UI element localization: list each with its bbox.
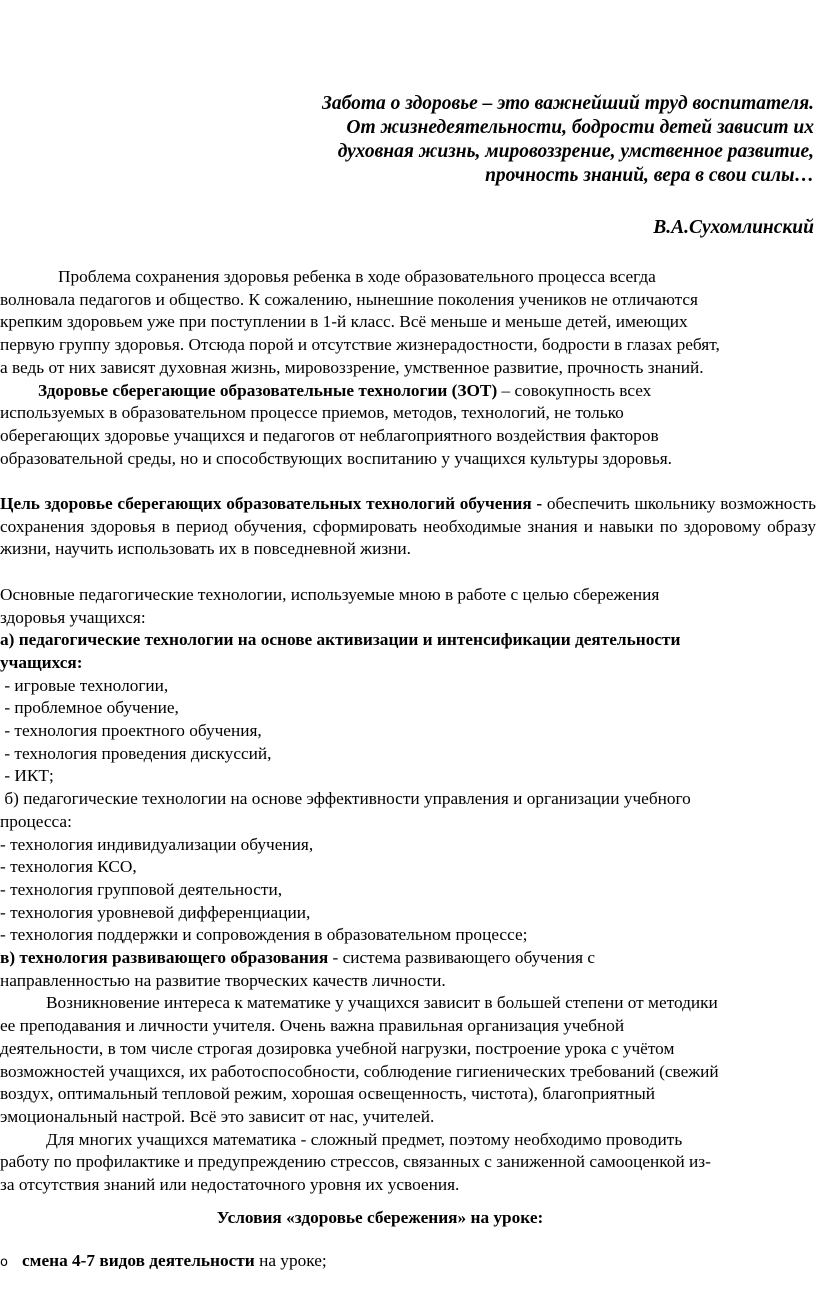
epigraph-author: В.А.Сухомлинский [653, 217, 814, 238]
stress-line: Для многих учащихся математика - сложный предмет, поэтому необходимо проводить [46, 1129, 683, 1149]
list-item: - технология проектного обучения, [0, 721, 262, 741]
zot-line: оберегающих здоровье учащихся и педагогов от неблагоприятного воздействия факторов [0, 425, 659, 445]
zot-line: образовательной среды, но и способствующих воспитанию у учащихся культуры здоровья. [0, 448, 672, 468]
zot-definition-start: – совокупность всех [497, 380, 652, 400]
list-item: - проблемное обучение, [0, 698, 179, 718]
zot-line: используемых в образовательном процессе приемов, методов, технологий, не только [0, 403, 624, 423]
tech-b-title: процесса: [0, 811, 72, 831]
stress-line: работу по профилактике и предупреждению стрессов, связанных с заниженной самооценкой из- [0, 1152, 711, 1172]
list-item: - технология проведения дискуссий, [0, 743, 272, 763]
tech-intro-line: Основные педагогические технологии, используемые мною в работе с целью сбережения [0, 584, 660, 604]
tech-b-title: б) педагогические технологии на основе эффективности управления и организации учебного [0, 789, 691, 809]
bullet-circle-icon: o [0, 1255, 8, 1270]
math-line: Возникновение интереса к математике у учащихся зависит в большей степени от методики [46, 993, 718, 1013]
epigraph-line: духовная жизнь, мировоззрение, умственное развитие, [337, 141, 814, 162]
intro-line: первую группу здоровья. Отсюда порой и отсутствие жизнерадостности, бодрости в глазах ребят, [0, 335, 720, 355]
goal-paragraph [0, 493, 816, 561]
conditions-item-rest: на уроке; [254, 1251, 327, 1270]
goal-term: Цель здоровье сберегающих образовательных технологий обучения - [0, 494, 543, 514]
tech-c-title: в) технология развивающего образования [0, 948, 329, 968]
conditions-title: Условия «здоровье сбережения» на уроке: [216, 1208, 544, 1227]
intro-line: волновала педагогов и общество. К сожалению, нынешние поколения учеников не отличаются [0, 289, 699, 309]
math-line: ее преподавания и личности учителя. Очень важна правильная организация учебной [0, 1016, 625, 1036]
tech-a-title: учащихся: [0, 652, 83, 672]
epigraph-line: прочность знаний, вера в свои силы… [485, 165, 814, 186]
epigraph-line: От жизнедеятельности, бодрости детей зависит их [346, 117, 814, 138]
list-item: - технология КСО, [0, 857, 137, 877]
intro-line: крепким здоровьем уже при поступлении в 1-й класс. Всё меньше и меньше детей, имеющих [0, 312, 688, 332]
zot-paragraph-first [0, 380, 816, 403]
intro-line: Проблема сохранения здоровья ребенка в ходе образовательного процесса всегда [58, 267, 656, 286]
zot-term: Здоровье сберегающие образовательные технологии (ЗОТ) [38, 380, 498, 400]
list-item: - игровые технологии, [0, 675, 169, 695]
math-line: воздух, оптимальный тепловой режим, хорошая освещенность, чистота), благоприятный [0, 1084, 656, 1104]
intro-line: а ведь от них зависят духовная жизнь, мировоззрение, умственное развитие, прочность знаний. [0, 357, 704, 377]
tech-a-title: а) педагогические технологии на основе активизации и интенсификации деятельности [0, 630, 681, 650]
list-item: - технология групповой деятельности, [0, 879, 283, 899]
list-item: - технология уровневой дифференциации, [0, 902, 311, 922]
math-line: возможностей учащихся, их работоспособности, соблюдение гигиенических требований (свежий [0, 1061, 719, 1081]
tech-intro-line: здоровья учащихся: [0, 607, 146, 627]
document-body [0, 266, 816, 1197]
tech-c-line: направленностью на развитие творческих качеств личности. [0, 970, 446, 990]
stress-line: за отсутствия знаний или недостаточного уровня их усвоения. [0, 1175, 460, 1195]
list-item: - технология индивидуализации обучения, [0, 834, 314, 854]
conditions-item-bold: смена 4-7 видов деятельности [22, 1251, 255, 1270]
tech-c-text: - система развивающего обучения с [328, 948, 596, 968]
math-line: деятельности, в том числе строгая дозировка учебной нагрузки, построение урока с учётом [0, 1038, 675, 1058]
conditions-item [0, 1250, 327, 1275]
epigraph-line: Забота о здоровье – это важнейший труд воспитателя. [321, 93, 814, 114]
tech-c-line [0, 947, 816, 970]
epigraph-quote [194, 92, 814, 188]
list-item: - ИКТ; [0, 766, 54, 786]
list-item: - технология поддержки и сопровождения в образовательном процессе; [0, 925, 528, 945]
goal-text: обеспечить школьнику возможность сохранения здоровья в период обучения, сформировать необходимые знания и навыки по здоровому образу жизни, научить использовать их в повседневной жизни. [0, 494, 816, 559]
math-line: эмоциональный настрой. Всё это зависит от нас, учителей. [0, 1106, 435, 1126]
